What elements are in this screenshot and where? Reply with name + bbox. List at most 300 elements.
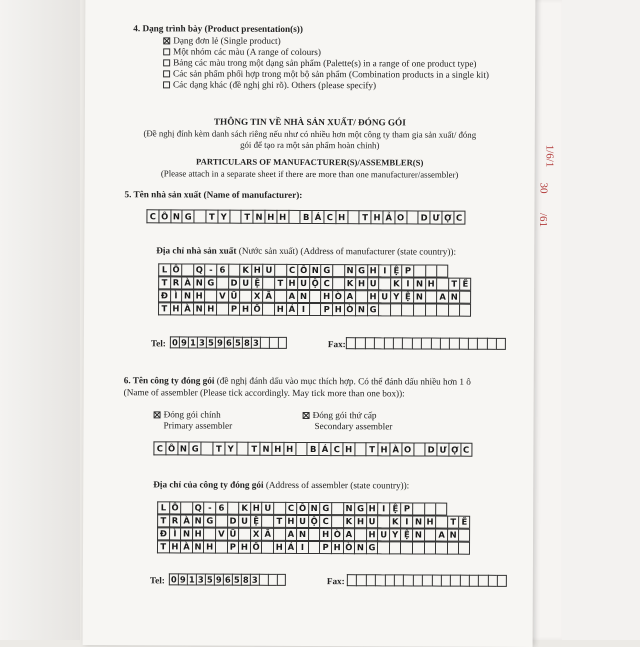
char-cell[interactable]: Ì [170, 289, 182, 302]
option-palette[interactable]: Bảng các màu trong một dạng sản phẩm (Palette(s) in a range of one product type) [163, 57, 489, 69]
char-cell[interactable] [332, 277, 344, 290]
char-cell[interactable]: K [239, 264, 251, 277]
char-cell[interactable] [262, 277, 274, 290]
char-cell[interactable] [413, 442, 425, 456]
char-cell[interactable]: P [228, 303, 240, 316]
char-cell[interactable]: Ò [342, 541, 354, 554]
char-cell[interactable]: N [180, 527, 192, 540]
char-cell[interactable] [460, 575, 469, 587]
char-cell[interactable] [424, 503, 436, 516]
char-cell[interactable]: T [447, 516, 459, 529]
char-cell[interactable]: 5 [233, 337, 242, 349]
char-cell[interactable]: Ệ [389, 502, 401, 515]
primary-assembler-option[interactable]: Đóng gói chính [154, 409, 221, 420]
char-cell[interactable] [215, 541, 227, 554]
char-cell[interactable]: Đ [157, 527, 169, 540]
char-cell[interactable]: À [180, 514, 192, 527]
char-cell[interactable] [346, 337, 355, 349]
char-cell[interactable] [356, 574, 365, 586]
char-cell[interactable] [261, 541, 273, 554]
char-cell[interactable] [403, 574, 412, 586]
char-cell[interactable]: Á [312, 210, 324, 224]
char-cell[interactable]: H [335, 210, 347, 224]
char-cell[interactable]: Ô [297, 264, 309, 277]
char-cell[interactable] [447, 542, 459, 555]
char-cell[interactable]: U [378, 290, 390, 303]
char-cell[interactable]: C [460, 443, 472, 457]
char-cell[interactable] [430, 338, 439, 350]
char-cell[interactable]: H [371, 210, 383, 224]
char-cell[interactable]: Ợ [448, 443, 460, 457]
char-cell[interactable]: I [296, 541, 308, 554]
char-cell[interactable] [389, 541, 401, 554]
char-cell[interactable] [458, 542, 470, 555]
char-cell[interactable]: H [276, 210, 288, 224]
char-cell[interactable] [412, 502, 424, 515]
char-cell[interactable] [277, 574, 286, 586]
char-cell[interactable]: 0 [169, 573, 178, 585]
char-cell[interactable]: Ả [382, 210, 394, 224]
char-cell[interactable] [180, 501, 192, 514]
char-cell[interactable]: T [274, 277, 286, 290]
manufacturer-tel-grid[interactable] [170, 336, 287, 349]
char-cell[interactable]: N [177, 441, 189, 455]
char-cell[interactable] [273, 528, 285, 541]
checkbox-others[interactable] [163, 81, 170, 88]
char-cell[interactable]: V [216, 290, 228, 303]
char-cell[interactable] [354, 442, 366, 456]
char-cell[interactable]: U [296, 515, 308, 528]
char-cell[interactable] [269, 337, 278, 349]
char-cell[interactable]: C [323, 210, 335, 224]
char-cell[interactable]: H [170, 302, 182, 315]
char-cell[interactable]: Ò [344, 303, 356, 316]
char-cell[interactable] [413, 574, 422, 586]
char-cell[interactable] [458, 529, 470, 542]
char-cell[interactable] [216, 277, 228, 290]
char-cell[interactable] [268, 574, 277, 586]
char-cell[interactable]: 1 [188, 336, 197, 348]
char-cell[interactable] [468, 338, 477, 350]
char-cell[interactable]: P [402, 264, 414, 277]
char-cell[interactable] [383, 337, 392, 349]
char-cell[interactable]: H [192, 527, 204, 540]
char-cell[interactable]: Ô [296, 502, 308, 515]
char-cell[interactable]: T [212, 442, 224, 456]
char-cell[interactable]: T [248, 442, 260, 456]
char-cell[interactable]: Y [224, 442, 236, 456]
char-cell[interactable]: H [366, 502, 378, 515]
char-cell[interactable]: G [354, 502, 366, 515]
assembler-name-grid[interactable] [153, 441, 472, 456]
char-cell[interactable] [424, 529, 436, 542]
char-cell[interactable] [377, 541, 389, 554]
char-cell[interactable]: G [205, 277, 217, 290]
char-cell[interactable]: T [157, 540, 169, 553]
char-cell[interactable] [413, 303, 425, 316]
char-cell[interactable] [400, 541, 412, 554]
char-cell[interactable]: H [320, 290, 332, 303]
char-cell[interactable]: 8 [241, 574, 250, 586]
char-cell[interactable] [228, 264, 240, 277]
char-cell[interactable] [425, 265, 437, 278]
char-cell[interactable]: T [158, 302, 170, 315]
char-cell[interactable]: 9 [178, 573, 187, 585]
char-cell[interactable] [236, 442, 248, 456]
char-cell[interactable]: Ệ [250, 515, 262, 528]
char-cell[interactable]: U [377, 528, 389, 541]
char-cell[interactable]: H [367, 290, 379, 303]
char-cell[interactable]: H [238, 541, 250, 554]
manufacturer-fax-grid[interactable] [346, 337, 506, 350]
char-cell[interactable]: 6 [216, 264, 228, 277]
char-cell[interactable] [393, 337, 402, 349]
char-cell[interactable]: T [158, 276, 170, 289]
option-single[interactable]: Dạng đơn lẻ (Single product) [163, 35, 489, 47]
char-cell[interactable]: Ế [459, 516, 471, 529]
char-cell[interactable]: Ô [170, 263, 182, 276]
char-cell[interactable]: G [319, 502, 331, 515]
char-cell[interactable]: I [401, 515, 413, 528]
char-cell[interactable]: H [264, 210, 276, 224]
char-cell[interactable]: R [169, 514, 181, 527]
char-cell[interactable]: H [285, 515, 297, 528]
char-cell[interactable]: Ã [261, 528, 273, 541]
char-cell[interactable]: N [448, 291, 460, 304]
char-cell[interactable]: Ả [285, 541, 297, 554]
char-cell[interactable] [412, 541, 424, 554]
char-cell[interactable]: Ệ [251, 277, 263, 290]
char-cell[interactable] [238, 528, 250, 541]
char-cell[interactable]: H [203, 541, 215, 554]
char-cell[interactable]: Ợ [441, 211, 453, 225]
char-cell[interactable]: Ả [286, 303, 298, 316]
char-cell[interactable]: Ô [169, 501, 181, 514]
char-cell[interactable] [355, 337, 364, 349]
char-cell[interactable] [239, 290, 251, 303]
char-cell[interactable]: 5 [232, 574, 241, 586]
char-cell[interactable]: Ộ [308, 515, 320, 528]
char-cell[interactable]: G [366, 541, 378, 554]
char-cell[interactable] [436, 265, 448, 278]
char-cell[interactable]: - [204, 502, 216, 515]
char-cell[interactable] [201, 442, 213, 456]
char-cell[interactable]: L [158, 263, 170, 276]
char-cell[interactable]: À [389, 442, 401, 456]
char-cell[interactable] [274, 290, 286, 303]
char-cell[interactable]: B [300, 210, 312, 224]
char-cell[interactable]: Y [390, 290, 402, 303]
char-cell[interactable] [261, 515, 273, 528]
char-cell[interactable]: H [274, 303, 286, 316]
char-cell[interactable]: U [239, 277, 251, 290]
char-cell[interactable]: N [344, 264, 356, 277]
char-cell[interactable]: H [342, 442, 354, 456]
char-cell[interactable]: Ộ [309, 277, 321, 290]
assembler-tel-grid[interactable] [169, 573, 286, 586]
char-cell[interactable] [295, 442, 307, 456]
char-cell[interactable] [497, 575, 506, 587]
char-cell[interactable] [488, 575, 497, 587]
char-cell[interactable]: À [181, 302, 193, 315]
checkbox-single[interactable] [163, 37, 170, 44]
checkbox-secondary[interactable] [303, 412, 310, 419]
char-cell[interactable] [384, 574, 393, 586]
char-cell[interactable]: H [331, 541, 343, 554]
char-cell[interactable]: H [424, 516, 436, 529]
checkbox-primary[interactable] [154, 411, 161, 418]
char-cell[interactable]: H [366, 528, 378, 541]
char-cell[interactable]: H [251, 264, 263, 277]
char-cell[interactable]: H [355, 277, 367, 290]
char-cell[interactable]: I [377, 502, 389, 515]
char-cell[interactable]: N [170, 209, 182, 223]
char-cell[interactable]: N [260, 442, 272, 456]
char-cell[interactable]: H [169, 540, 181, 553]
char-cell[interactable]: P [227, 541, 239, 554]
char-cell[interactable]: G [189, 441, 201, 455]
char-cell[interactable]: D [228, 277, 240, 290]
char-cell[interactable]: C [286, 264, 298, 277]
char-cell[interactable] [331, 502, 343, 515]
char-cell[interactable]: Đ [158, 289, 170, 302]
char-cell[interactable]: 1 [187, 573, 196, 585]
char-cell[interactable] [181, 263, 193, 276]
char-cell[interactable] [274, 264, 286, 277]
char-cell[interactable] [459, 304, 471, 317]
char-cell[interactable]: D [227, 515, 239, 528]
char-cell[interactable]: K [344, 277, 356, 290]
char-cell[interactable]: N [413, 277, 425, 290]
char-cell[interactable]: R [170, 276, 182, 289]
char-cell[interactable]: N [413, 290, 425, 303]
char-cell[interactable]: C [146, 209, 158, 223]
char-cell[interactable]: N [412, 515, 424, 528]
char-cell[interactable] [366, 574, 375, 586]
char-cell[interactable] [431, 575, 440, 587]
char-cell[interactable]: Ư [430, 211, 442, 225]
char-cell[interactable]: 9 [214, 574, 223, 586]
char-cell[interactable]: U [297, 277, 309, 290]
char-cell[interactable] [436, 304, 448, 317]
char-cell[interactable]: N [297, 290, 309, 303]
char-cell[interactable]: T [205, 210, 217, 224]
char-cell[interactable]: Ũ [228, 290, 240, 303]
char-cell[interactable] [204, 290, 216, 303]
char-cell[interactable] [435, 542, 447, 555]
char-cell[interactable]: Á [319, 442, 331, 456]
char-cell[interactable]: Q [193, 263, 205, 276]
char-cell[interactable]: H [425, 278, 437, 291]
char-cell[interactable] [402, 337, 411, 349]
char-cell[interactable] [406, 210, 418, 224]
char-cell[interactable]: Y [217, 210, 229, 224]
char-cell[interactable]: A [435, 529, 447, 542]
char-cell[interactable] [377, 515, 389, 528]
char-cell[interactable]: A [286, 290, 298, 303]
char-cell[interactable] [227, 502, 239, 515]
char-cell[interactable]: N [309, 264, 321, 277]
char-cell[interactable]: U [263, 264, 275, 277]
char-cell[interactable] [332, 264, 344, 277]
char-cell[interactable]: C [319, 515, 331, 528]
char-cell[interactable]: I [378, 264, 390, 277]
char-cell[interactable] [378, 277, 390, 290]
char-cell[interactable]: X [250, 528, 262, 541]
char-cell[interactable] [308, 541, 320, 554]
char-cell[interactable] [412, 337, 421, 349]
char-cell[interactable]: Ư [437, 443, 449, 457]
char-cell[interactable]: 0 [170, 336, 179, 348]
char-cell[interactable]: C [320, 277, 332, 290]
char-cell[interactable] [436, 278, 448, 291]
char-cell[interactable]: D [418, 210, 430, 224]
char-cell[interactable]: O [394, 210, 406, 224]
char-cell[interactable] [259, 574, 268, 586]
char-cell[interactable] [390, 303, 402, 316]
char-cell[interactable] [309, 290, 321, 303]
char-cell[interactable]: D [425, 443, 437, 457]
char-cell[interactable]: N [181, 289, 193, 302]
char-cell[interactable] [425, 304, 437, 317]
char-cell[interactable] [449, 338, 458, 350]
char-cell[interactable] [459, 338, 468, 350]
option-range[interactable]: Một nhóm các màu (A range of colours) [163, 46, 489, 58]
char-cell[interactable]: 8 [242, 337, 251, 349]
char-cell[interactable] [413, 264, 425, 277]
char-cell[interactable]: N [193, 276, 205, 289]
char-cell[interactable] [375, 574, 384, 586]
manufacturer-name-grid[interactable] [146, 209, 465, 224]
char-cell[interactable]: 3 [196, 574, 205, 586]
char-cell[interactable] [203, 528, 215, 541]
char-cell[interactable]: G [355, 264, 367, 277]
char-cell[interactable]: I [297, 303, 309, 316]
char-cell[interactable]: A [436, 291, 448, 304]
char-cell[interactable]: N [447, 529, 459, 542]
char-cell[interactable]: 5 [206, 337, 215, 349]
char-cell[interactable] [354, 528, 366, 541]
char-cell[interactable]: P [320, 303, 332, 316]
char-cell[interactable]: N [412, 528, 424, 541]
char-cell[interactable] [425, 291, 437, 304]
char-cell[interactable]: H [204, 303, 216, 316]
char-cell[interactable]: Y [389, 528, 401, 541]
assembler-fax-grid[interactable] [347, 574, 507, 587]
char-cell[interactable] [288, 210, 300, 224]
char-cell[interactable]: B [307, 442, 319, 456]
char-cell[interactable]: T [157, 514, 169, 527]
secondary-assembler-option[interactable]: Đóng gói thứ cấp [303, 410, 377, 421]
char-cell[interactable] [347, 574, 356, 586]
char-cell[interactable]: N [192, 514, 204, 527]
char-cell[interactable]: 3 [197, 337, 206, 349]
char-cell[interactable]: H [273, 541, 285, 554]
char-cell[interactable]: 6 [223, 574, 232, 586]
char-cell[interactable] [487, 338, 496, 350]
char-cell[interactable]: G [367, 303, 379, 316]
char-cell[interactable] [478, 575, 487, 587]
char-cell[interactable]: 9 [179, 336, 188, 348]
char-cell[interactable]: K [389, 515, 401, 528]
char-cell[interactable]: Ô [165, 441, 177, 455]
char-cell[interactable]: U [367, 277, 379, 290]
char-cell[interactable]: Ế [460, 278, 472, 291]
char-cell[interactable]: H [354, 515, 366, 528]
char-cell[interactable]: K [343, 515, 355, 528]
char-cell[interactable] [435, 516, 447, 529]
char-cell[interactable]: O [401, 442, 413, 456]
char-cell[interactable] [424, 542, 436, 555]
char-cell[interactable] [215, 515, 227, 528]
char-cell[interactable]: K [390, 277, 402, 290]
char-cell[interactable]: H [319, 528, 331, 541]
char-cell[interactable] [477, 338, 486, 350]
char-cell[interactable] [460, 291, 472, 304]
char-cell[interactable]: H [378, 442, 390, 456]
char-cell[interactable] [331, 515, 343, 528]
char-cell[interactable]: A [344, 290, 356, 303]
char-cell[interactable] [278, 337, 287, 349]
char-cell[interactable]: Ò [332, 290, 344, 303]
char-cell[interactable] [441, 575, 450, 587]
char-cell[interactable]: C [285, 502, 297, 515]
char-cell[interactable] [421, 337, 430, 349]
char-cell[interactable]: H [193, 289, 205, 302]
char-cell[interactable]: H [286, 277, 298, 290]
char-cell[interactable]: G [321, 264, 333, 277]
char-cell[interactable]: Ì [169, 527, 181, 540]
char-cell[interactable] [308, 528, 320, 541]
char-cell[interactable]: T [366, 442, 378, 456]
char-cell[interactable]: Q [192, 501, 204, 514]
char-cell[interactable]: T [359, 210, 371, 224]
char-cell[interactable]: Ũ [227, 528, 239, 541]
char-cell[interactable]: T [273, 515, 285, 528]
char-cell[interactable] [229, 210, 241, 224]
char-cell[interactable]: N [253, 210, 265, 224]
char-cell[interactable]: Ố [251, 303, 263, 316]
char-cell[interactable]: Ã [262, 290, 274, 303]
manufacturer-address-grid[interactable] [158, 263, 471, 316]
char-cell[interactable]: H [283, 442, 295, 456]
char-cell[interactable]: Ệ [402, 290, 414, 303]
char-cell[interactable] [260, 337, 269, 349]
char-cell[interactable]: N [192, 540, 204, 553]
char-cell[interactable]: U [261, 502, 273, 515]
char-cell[interactable]: L [157, 501, 169, 514]
char-cell[interactable]: H [271, 442, 283, 456]
char-cell[interactable] [448, 304, 460, 317]
char-cell[interactable]: À [181, 276, 193, 289]
char-cell[interactable] [216, 303, 228, 316]
char-cell[interactable]: 9 [215, 337, 224, 349]
char-cell[interactable]: P [319, 541, 331, 554]
checkbox-kit[interactable] [163, 70, 170, 77]
char-cell[interactable]: H [332, 303, 344, 316]
char-cell[interactable]: H [239, 303, 251, 316]
char-cell[interactable] [378, 303, 390, 316]
char-cell[interactable] [262, 303, 274, 316]
char-cell[interactable]: U [366, 515, 378, 528]
char-cell[interactable]: U [238, 515, 250, 528]
char-cell[interactable]: A [285, 528, 297, 541]
char-cell[interactable]: Ò [331, 528, 343, 541]
char-cell[interactable]: G [182, 209, 194, 223]
char-cell[interactable]: X [251, 290, 263, 303]
char-cell[interactable]: N [296, 528, 308, 541]
char-cell[interactable]: G [203, 515, 215, 528]
